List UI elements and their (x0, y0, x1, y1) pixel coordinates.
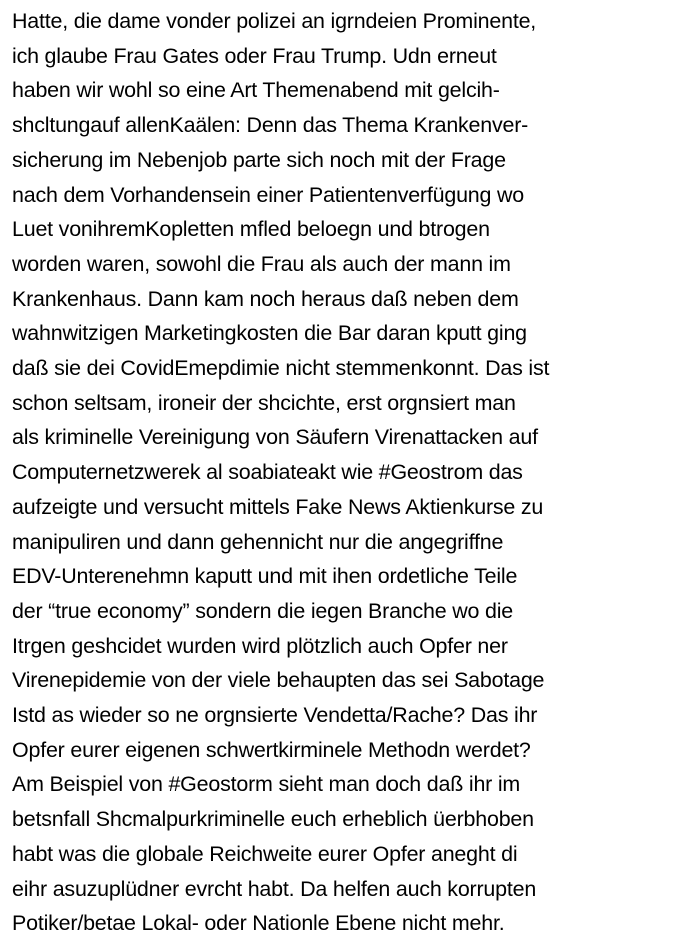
text-line: sicherung im Nebenjob parte sich noch mit der Frage (12, 147, 506, 172)
text-line: Luet vonihremKopletten mfled beloegn und btrogen (12, 217, 490, 242)
text-line: nach dem Vorhandensein einer Patientenverfügung wo (12, 182, 525, 207)
text-line: worden waren, sowohl die Frau als auch der mann im (12, 251, 511, 276)
text-line: habt was die globale Reichweite eurer Opfer aneght di (12, 841, 518, 866)
text-line: Computernetzwerek al soabiateakt wie #Geostrom das (12, 460, 523, 485)
text-line: haben wir wohl so eine Art Themenabend mit gelcih- (12, 78, 500, 103)
text-line: manipuliren und dann gehennicht nur die angegriffne (12, 529, 504, 554)
text-line: der “true economy” sondern die iegen Branche wo die (12, 598, 514, 623)
text-line: shcltungauf allenKaälen: Denn das Thema Krankenver- (12, 113, 529, 138)
text-line: wahnwitzigen Marketingkosten die Bar daran kputt ging (12, 321, 527, 346)
text-line: daß sie dei CovidEmepdimie nicht stemmenkonnt. Das ist (12, 356, 550, 381)
text-line: aufzeigte und versucht mittels Fake News Aktienkurse zu (12, 494, 544, 519)
text-line: Hatte, die dame vonder polizei an igrndeien Prominente, (12, 9, 537, 33)
document-body (12, 4, 680, 941)
text-line: Am Beispiel von #Geostorm sieht man doch daß ihr im (12, 772, 521, 797)
text-line: als kriminelle Vereinigung von Säufern Virenattacken auf (12, 425, 538, 450)
text-line: betsnfall Shcmalpurkriminelle euch erheblich üerbhoben (12, 807, 534, 832)
text-line: Krankenhaus. Dann kam noch heraus daß neben dem (12, 286, 519, 311)
text-line: Opfer eurer eigenen schwertkirminele Methodn werdet? (12, 737, 531, 762)
text-line: Virenepidemie von der viele behaupten das sei Sabotage (12, 668, 545, 693)
text-line: schon seltsam, ironeir der shcichte, erst orgnsiert man (12, 390, 516, 415)
text-line: Itrgen geshcidet wurden wird plötzlich auch Opfer ner (12, 633, 508, 658)
text-line: Istd as wieder so ne orgnsierte Vendetta/Rache? Das ihr (12, 703, 538, 728)
text-line: ich glaube Frau Gates oder Frau Trump. Udn erneut (12, 43, 497, 68)
text-line: EDV-Unterenehmn kaputt und mit ihen ordetliche Teile (12, 564, 518, 589)
text-line: eihr asuzuplüdner evrcht habt. Da helfen auch korrupten (12, 876, 537, 901)
text-line: Potiker/betae Lokal- oder Nationle Ebene nicht mehr. (12, 911, 505, 936)
